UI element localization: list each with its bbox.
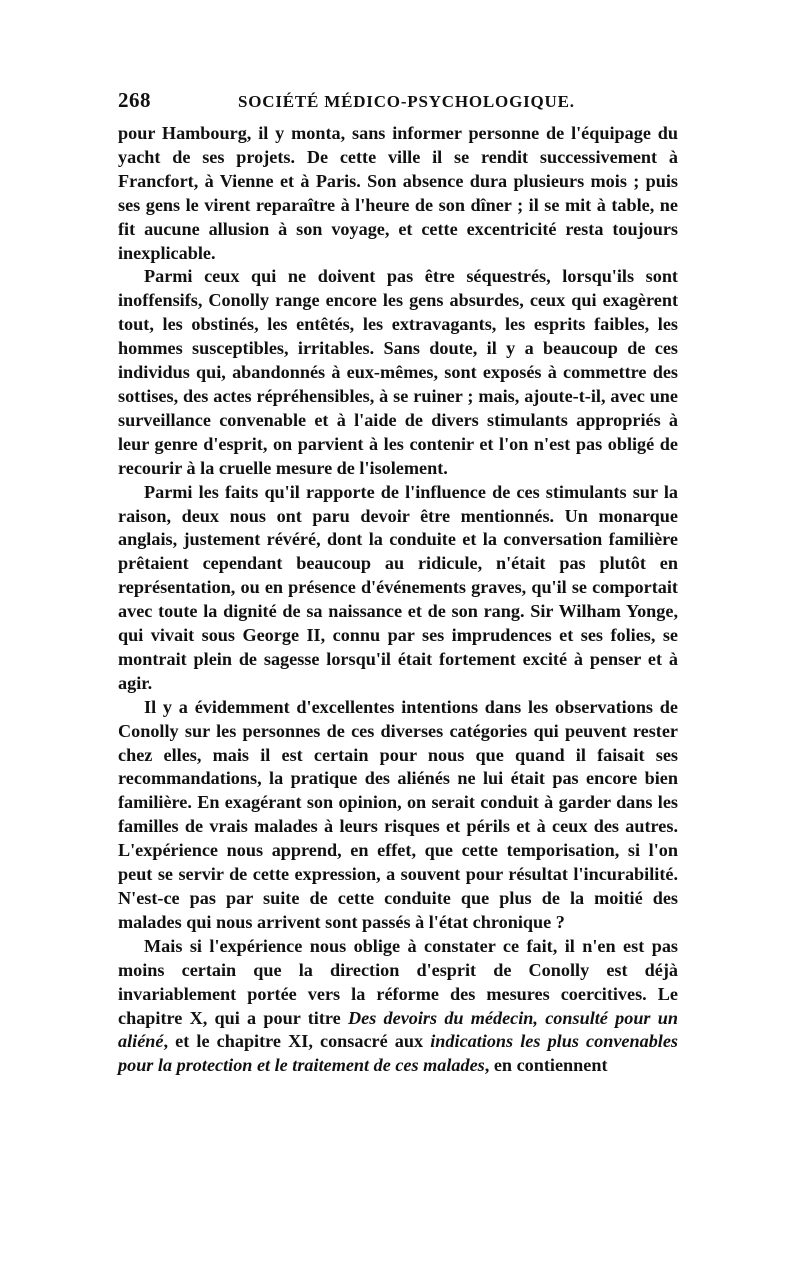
paragraph-4: Il y a évidemment d'excellentes intentions dans les observations de Conolly sur les personnes de ces diverses catégories qui peuvent rester chez elles, mais il est certain pour nous que quand il faisait ses recommandations, la pratique des aliénés ne lui était pas encore bien familière. En exagérant son opinion, on serait conduit à garder dans les familles de vrais malades à leurs risques et périls et à ceux des autres. L'expérience nous apprend, en effet, que cette temporisation, si l'on peut se servir de cette expression, a souvent pour résultat l'incurabilité. N'est-ce pas par suite de cette conduite que plus de la moitié des malades qui nous arrivent sont passés à l'état chronique ? [118, 696, 678, 932]
paragraph-1: pour Hambourg, il y monta, sans informer personne de l'équipage du yacht de ses projets. De cette ville il se rendit successivement à Francfort, à Vienne et à Paris. Son absence dura plusieurs mois ; puis ses gens le virent reparaître à l'heure de son dîner ; il se mit à table, ne fit aucune allusion à son voyage, et cette excentricité resta toujours inexplicable. [118, 123, 678, 263]
paragraph-5-text-a: Mais si l'expérience nous oblige à constater ce fait, il n'en est pas moins certain que la direction d'esprit de Conolly est déjà invariablement portée vers la réforme des mesures coercitives. Le chapitre X, qui a pour titre [118, 935, 678, 1028]
paragraph-5 [118, 935, 678, 1078]
page-number: 268 [118, 88, 151, 112]
chapter-xi-title: indications les plus convenables pour la protection et le traitement de ces malades [118, 1031, 678, 1076]
paragraph-5-text-b: , et le chapitre XI, consacré aux [163, 1031, 431, 1052]
running-head: SOCIÉTÉ MÉDICO-PSYCHOLOGIQUE. [238, 92, 575, 111]
page-header [118, 88, 678, 118]
chapter-x-title: Des devoirs du médecin, consulté pour un aliéné [118, 1007, 678, 1052]
paragraph-2: Parmi ceux qui ne doivent pas être séquestrés, lorsqu'ils sont inoffensifs, Conolly range encore les gens absurdes, ceux qui exagèrent tout, les obstinés, les entêtés, les extravagants, les esprits faibles, les hommes susceptibles, irritables. Sans doute, il y a beaucoup de ces individus qui, abandonnés à eux-mêmes, sont exposés à commettre des sottises, des actes répréhensibles, à se ruiner ; mais, ajoute-t-il, avec une surveillance convenable et à l'aide de divers stimulants appropriés à leur genre d'esprit, on parvient à les contenir et l'on n'est pas obligé de recourir à la cruelle mesure de l'isolement. [118, 266, 678, 478]
book-page [118, 88, 678, 1078]
body-text [118, 122, 678, 1078]
paragraph-5-text-c: , en contiennent [484, 1055, 608, 1076]
paragraph-3: Parmi les faits qu'il rapporte de l'influence de ces stimulants sur la raison, deux nous ont paru devoir être mentionnés. Un monarque anglais, justement révéré, dont la conduite et la conversation familière prêtaient cependant beaucoup au ridicule, n'était pas plutôt en représentation, ou en présence d'événements graves, qu'il se comportait avec toute la dignité de sa naissance et de son rang. Sir Wilham Yonge, qui vivait sous George II, connu par ses imprudences et ses folies, se montrait plein de sagesse lorsqu'il était fortement excité à penser et à agir. [118, 481, 678, 693]
